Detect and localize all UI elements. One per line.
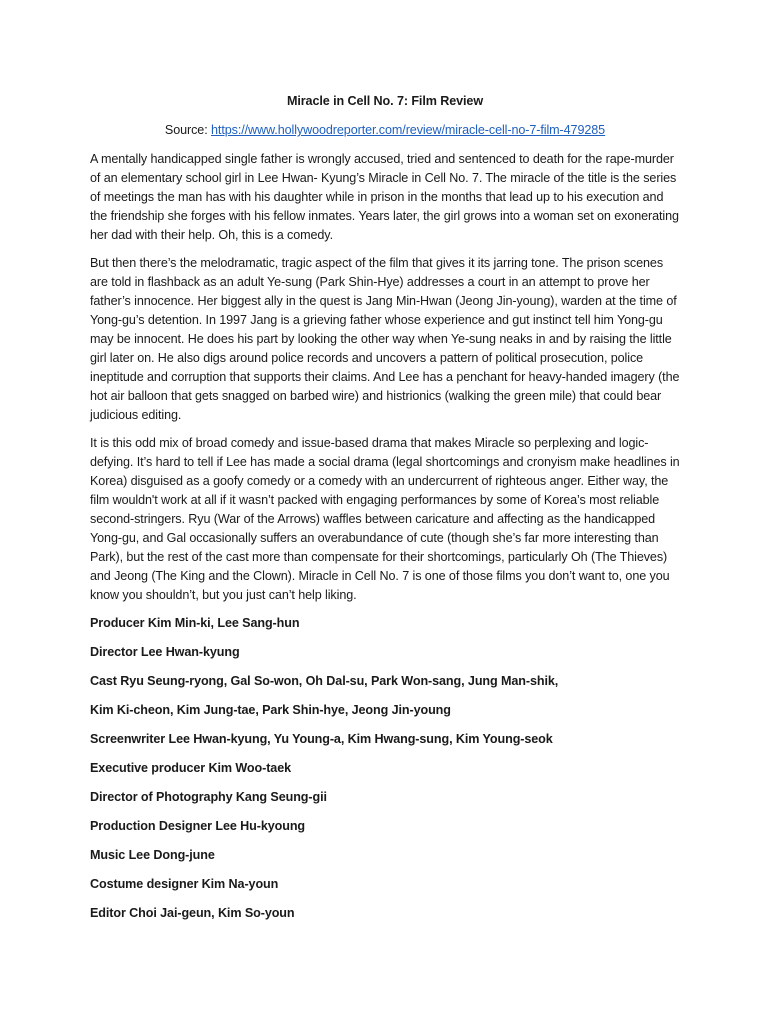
credit-cast: Cast Ryu Seung-ryong, Gal So-won, Oh Dal-su, Park Won-sang, Jung Man-shik, xyxy=(90,674,559,688)
review-paragraph-3: It is this odd mix of broad comedy and issue-based drama that makes Miracle so perplexing and logic-defying. It’s hard to tell if Lee has made a social drama (legal shortcomings and cronyism make headlines in Korea) disguised as a goofy comedy or a comedy with an undercurrent of righteous anger. Either way, the film wouldn't work at all if it wasn’t packed with engaging performances by some of Korea’s most reliable second-stringers. Ryu (War of the Arrows) waffles between caricature and affecting as the handicapped Yong-gu, and Gal occasionally suffers an overabundance of cute (though she’s far more interesting than Park), but the rest of the cast more than compensate for their shortcomings, particularly Oh (The Thieves) and Jeong (The King and the Clown). Miracle in Cell No. 7 is one of those films you don’t want to, one you know you shouldn’t, but you just can’t help liking. xyxy=(90,436,680,602)
credit-editor: Editor Choi Jai-geun, Kim So-youn xyxy=(90,906,295,920)
document-title: Miracle in Cell No. 7: Film Review xyxy=(286,94,484,108)
credit-production-designer: Production Designer Lee Hu-kyoung xyxy=(90,819,306,833)
credit-executive-producer: Executive producer Kim Woo-taek xyxy=(90,761,292,775)
review-paragraph-1: A mentally handicapped single father is wrongly accused, tried and sentenced to death for the rape-murder of an elementary school girl in Lee Hwan- Kyung’s Miracle in Cell No. 7. The miracle of the title is the series of meetings the man has with his daughter while in prison in the months that lead up to his execution and the friendship she forges with his fellow inmates. Years later, the girl grows into a woman set on exonerating her dad with their help. Oh, this is a comedy. xyxy=(90,152,679,242)
source-link[interactable]: https://www.hollywoodreporter.com/review/miracle-cell-no-7-film-479285 xyxy=(211,123,606,137)
source-label: Source: xyxy=(164,123,212,137)
source-line xyxy=(90,121,680,140)
credit-producer: Producer Kim Min-ki, Lee Sang-hun xyxy=(90,616,300,630)
credit-costume-designer: Costume designer Kim Na-youn xyxy=(90,877,279,891)
credit-screenwriter: Screenwriter Lee Hwan-kyung, Yu Young-a, Kim Hwang-sung, Kim Young-seok xyxy=(90,732,553,746)
review-paragraph-2: But then there’s the melodramatic, tragic aspect of the film that gives it its jarring tone. The prison scenes are told in flashback as an adult Ye-sung (Park Shin-Hye) addresses a court in an attempt to prove her father’s innocence. Her biggest ally in the quest is Jang Min-Hwan (Jeong Jin-young), warden at the time of Yong-gu’s detention. In 1997 Jang is a grieving father whose experience and gut instinct tell him Yong-gu may be innocent. He does his part by looking the other way when Ye-sung neaks in and by raising the little girl later on. He also digs around police records and uncovers a pattern of political prosecution, police ineptitude and corruption that supports their claims. And Lee has a penchant for heavy-handed imagery (the hot air balloon that gets snagged on barbed wire) and histrionics (walking the green mile) that could bear judicious editing. xyxy=(90,256,680,422)
credit-director-of-photography: Director of Photography Kang Seung-gii xyxy=(90,790,327,804)
credit-music: Music Lee Dong-june xyxy=(90,848,215,862)
credit-director: Director Lee Hwan-kyung xyxy=(90,645,240,659)
document-page xyxy=(90,92,680,933)
credit-cast-continued: Kim Ki-cheon, Kim Jung-tae, Park Shin-hye, Jeong Jin-young xyxy=(90,703,451,717)
